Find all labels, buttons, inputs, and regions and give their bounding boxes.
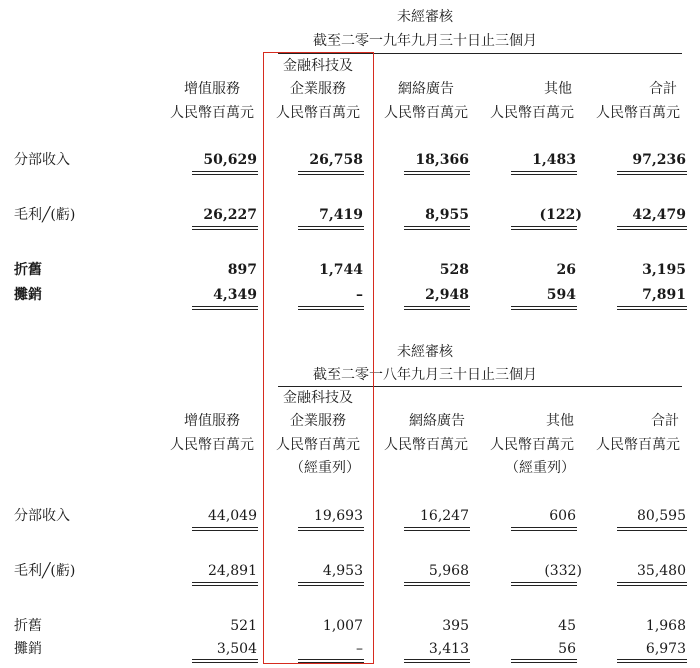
cell: 606 (549, 508, 576, 524)
col-header-vas: 增值服務 (184, 81, 240, 97)
fintech-column-highlight (263, 52, 374, 664)
cell: 3,504 (216, 641, 257, 657)
cell: 4,349 (213, 287, 257, 303)
cell: 897 (227, 262, 257, 278)
underline (617, 527, 687, 531)
cell: 44,049 (208, 508, 257, 524)
underline (404, 226, 470, 230)
cell: 6,973 (645, 641, 686, 657)
underline (511, 527, 577, 531)
col-unit: 人民幣百萬元 (170, 437, 254, 453)
row-label-gross-profit: 毛利╱(虧) (14, 563, 76, 579)
cell: 80,595 (637, 508, 686, 524)
cell: 3,195 (642, 262, 686, 278)
period-title: 截至二零一九年九月三十日止三個月 (313, 33, 537, 49)
col-unit: 人民幣百萬元 (490, 105, 574, 121)
row-label-amortisation: 攤銷 (14, 641, 42, 657)
cell: 521 (230, 618, 257, 634)
underline (617, 171, 687, 175)
col-header-others: 其他 (546, 413, 574, 429)
col-header-others: 其他 (544, 81, 572, 97)
underline (511, 226, 577, 230)
col-header-ads: 網絡廣告 (398, 81, 454, 97)
underline (192, 659, 258, 663)
underline (617, 659, 687, 663)
col-unit: 人民幣百萬元 (596, 105, 680, 121)
row-label-depreciation: 折舊 (14, 262, 42, 278)
row-label-revenue: 分部收入 (14, 508, 70, 524)
col-header-total: 合計 (649, 81, 677, 97)
cell: 50,629 (203, 152, 257, 168)
cell: 1,968 (645, 618, 686, 634)
underline (617, 226, 687, 230)
col-unit: 人民幣百萬元 (490, 437, 574, 453)
cell: – (356, 641, 363, 657)
cell: 18,366 (415, 152, 469, 168)
cell: 1,483 (532, 152, 576, 168)
cell: 56 (558, 641, 576, 657)
underline (192, 527, 258, 531)
col-unit: 人民幣百萬元 (596, 437, 680, 453)
underline (404, 306, 470, 310)
underline (192, 226, 258, 230)
restated-note: （經重列） (290, 460, 360, 476)
cell: 8,955 (425, 207, 469, 223)
cell: 16,247 (420, 508, 469, 524)
cell: (332) (544, 563, 582, 579)
cell: 97,236 (632, 152, 686, 168)
underline (192, 306, 258, 310)
period-title: 截至二零一八年九月三十日止三個月 (313, 367, 537, 383)
underline (404, 171, 470, 175)
underline (404, 582, 470, 586)
cell: – (356, 287, 363, 303)
underline (404, 659, 470, 663)
underline (511, 171, 577, 175)
col-header-vas: 增值服務 (184, 413, 240, 429)
underline (617, 582, 687, 586)
cell: 3,413 (428, 641, 469, 657)
underline (192, 582, 258, 586)
row-label-depreciation: 折舊 (14, 618, 42, 634)
cell: 24,891 (208, 563, 257, 579)
underline (192, 171, 258, 175)
cell: 35,480 (637, 563, 686, 579)
audit-status: 未經審核 (397, 9, 453, 25)
underline (511, 306, 577, 310)
cell: 1,744 (319, 262, 363, 278)
cell: 45 (558, 618, 576, 634)
cell: 26,227 (203, 207, 257, 223)
cell: 26 (556, 262, 576, 278)
cell: 1,007 (322, 618, 363, 634)
col-unit: 人民幣百萬元 (276, 437, 360, 453)
row-label-gross-profit: 毛利╱(虧) (14, 207, 76, 223)
col-header-line1: 金融科技及 (283, 58, 353, 74)
cell: 7,419 (319, 207, 363, 223)
cell: 19,693 (314, 508, 363, 524)
row-label-revenue: 分部收入 (14, 152, 70, 168)
col-header-line1: 金融科技及 (283, 390, 353, 406)
col-unit: 人民幣百萬元 (276, 105, 360, 121)
underline (404, 527, 470, 531)
underline (511, 582, 577, 586)
audit-status: 未經審核 (397, 344, 453, 360)
cell: 26,758 (309, 152, 363, 168)
underline (511, 659, 577, 663)
col-unit: 人民幣百萬元 (384, 437, 468, 453)
col-header-fintech: 企業服務 (290, 413, 346, 429)
col-unit: 人民幣百萬元 (384, 105, 468, 121)
cell: 7,891 (642, 287, 686, 303)
col-header-total: 合計 (651, 413, 679, 429)
col-header-ads: 網絡廣告 (409, 413, 465, 429)
cell: (122) (539, 207, 582, 223)
cell: 528 (439, 262, 469, 278)
restated-note: （經重列） (505, 460, 575, 476)
cell: 2,948 (425, 287, 469, 303)
cell: 5,968 (428, 563, 469, 579)
cell: 4,953 (322, 563, 363, 579)
cell: 42,479 (632, 207, 686, 223)
cell: 395 (442, 618, 469, 634)
row-label-amortisation: 攤銷 (14, 287, 42, 303)
cell: 594 (546, 287, 576, 303)
col-unit: 人民幣百萬元 (170, 105, 254, 121)
underline (617, 306, 687, 310)
col-header-fintech: 企業服務 (290, 81, 346, 97)
